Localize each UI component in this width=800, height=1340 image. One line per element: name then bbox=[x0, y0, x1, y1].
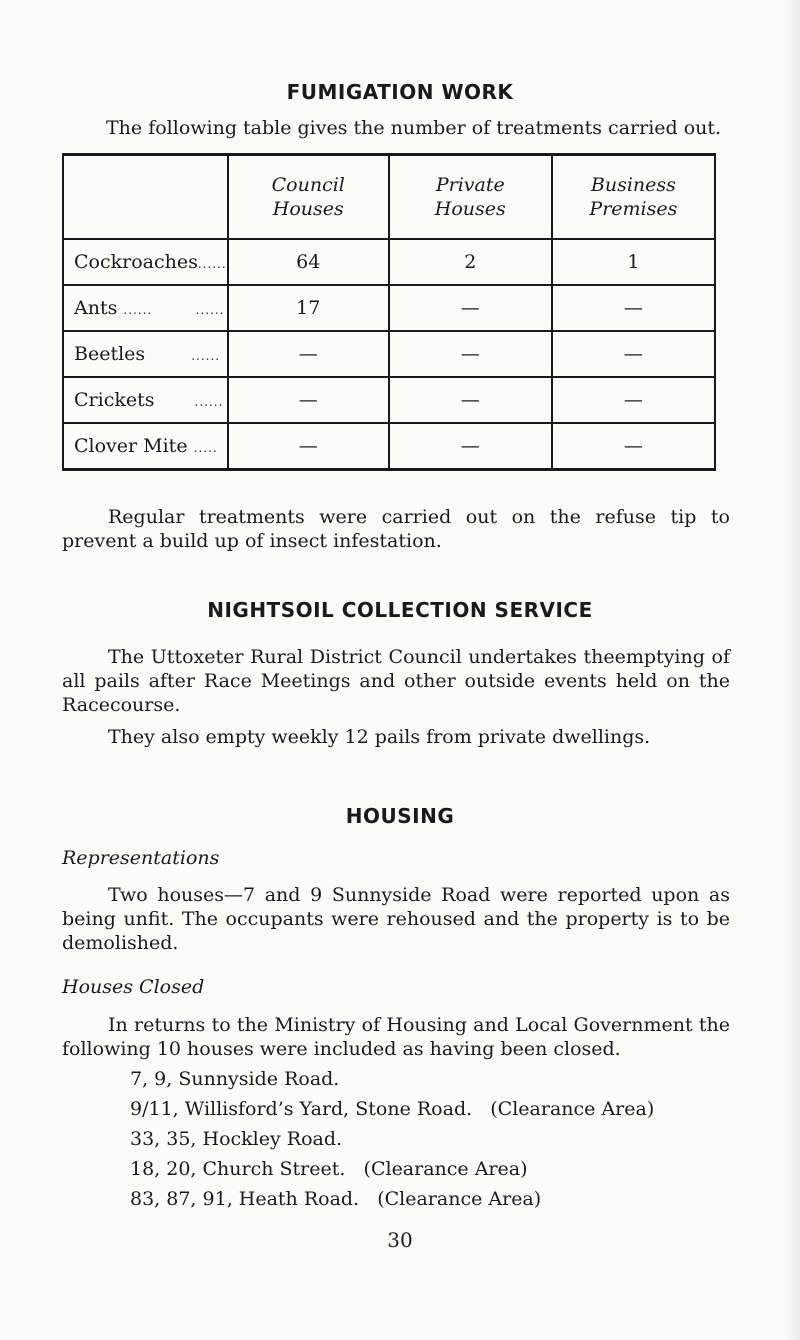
table-cell: — bbox=[389, 285, 552, 331]
representations-paragraph: Two houses—7 and 9 Sunnyside Road were reported upon as being unfit. The occupants were rehoused and the property is to be demolished. bbox=[62, 884, 730, 954]
nightsoil-paragraph: The Uttoxeter Rural District Council undertakes theemptying of all pails after Race Meetings and other outside events held on the Racecourse. bbox=[62, 646, 730, 716]
table-cell: 17 bbox=[228, 285, 389, 331]
table-cell: — bbox=[552, 423, 715, 470]
nightsoil-pails-paragraph: They also empty weekly 12 pails from private dwellings. bbox=[108, 726, 651, 748]
table-header-blank bbox=[63, 155, 228, 240]
nightsoil-title: NIGHTSOIL COLLECTION SERVICE bbox=[207, 598, 593, 622]
table-cell: 1 bbox=[552, 239, 715, 285]
table-cell: — bbox=[389, 423, 552, 470]
row-label: Crickets ...... bbox=[63, 377, 228, 423]
page-number: 30 bbox=[387, 1228, 413, 1252]
table-row bbox=[63, 239, 715, 285]
leader-dots: ...... bbox=[194, 395, 224, 409]
leader-dots: ..... bbox=[193, 441, 218, 455]
houses-closed-paragraph: In returns to the Ministry of Housing and Local Government the following 10 houses were included as having been closed. bbox=[62, 1014, 730, 1060]
fumigation-intro: The following table gives the number of treatments carried out. bbox=[106, 117, 722, 139]
table-cell: 64 bbox=[228, 239, 389, 285]
leader-dots: ...... ...... bbox=[123, 303, 225, 317]
fumigation-title: FUMIGATION WORK bbox=[286, 80, 514, 104]
row-label: Cockroaches...... bbox=[63, 239, 228, 285]
table-cell: — bbox=[552, 331, 715, 377]
table-cell: — bbox=[228, 377, 389, 423]
leader-dots: ...... bbox=[197, 257, 227, 271]
list-item: 33, 35, Hockley Road. bbox=[130, 1128, 343, 1150]
table-cell: — bbox=[552, 285, 715, 331]
table-cell: — bbox=[389, 377, 552, 423]
housing-title: HOUSING bbox=[345, 804, 455, 828]
table-header-row bbox=[63, 155, 715, 240]
page-edge-shadow bbox=[786, 0, 800, 1340]
list-item: 9/11, Willisford’s Yard, Stone Road. (Clearance Area) bbox=[130, 1098, 655, 1120]
fumigation-note: Regular treatments were carried out on the refuse tip to prevent a build up of insect infestation. bbox=[62, 506, 730, 552]
table-row bbox=[63, 423, 715, 470]
leader-dots: ...... bbox=[191, 349, 221, 363]
fumigation-table bbox=[62, 153, 716, 471]
column-header bbox=[228, 155, 389, 240]
table-row bbox=[63, 377, 715, 423]
houses-closed-heading: Houses Closed bbox=[62, 976, 205, 998]
table-cell: — bbox=[228, 423, 389, 470]
table-row bbox=[63, 331, 715, 377]
table-row bbox=[63, 285, 715, 331]
list-item: 83, 87, 91, Heath Road. (Clearance Area) bbox=[130, 1188, 542, 1210]
row-label: Ants ...... ...... bbox=[63, 285, 228, 331]
column-header-private: Private Houses bbox=[434, 174, 506, 220]
row-label: Beetles ...... bbox=[63, 331, 228, 377]
list-item: 18, 20, Church Street. (Clearance Area) bbox=[130, 1158, 528, 1180]
column-header bbox=[389, 155, 552, 240]
table-cell: 2 bbox=[389, 239, 552, 285]
table-cell: — bbox=[389, 331, 552, 377]
column-header bbox=[552, 155, 715, 240]
table-cell: — bbox=[228, 331, 389, 377]
representations-heading: Representations bbox=[62, 847, 220, 869]
column-header-business: Business Premises bbox=[589, 174, 678, 220]
table-cell: — bbox=[552, 377, 715, 423]
row-label: Clover Mite ..... bbox=[63, 423, 228, 470]
list-item: 7, 9, Sunnyside Road. bbox=[130, 1068, 340, 1090]
column-header-council: Council Houses bbox=[271, 174, 345, 220]
